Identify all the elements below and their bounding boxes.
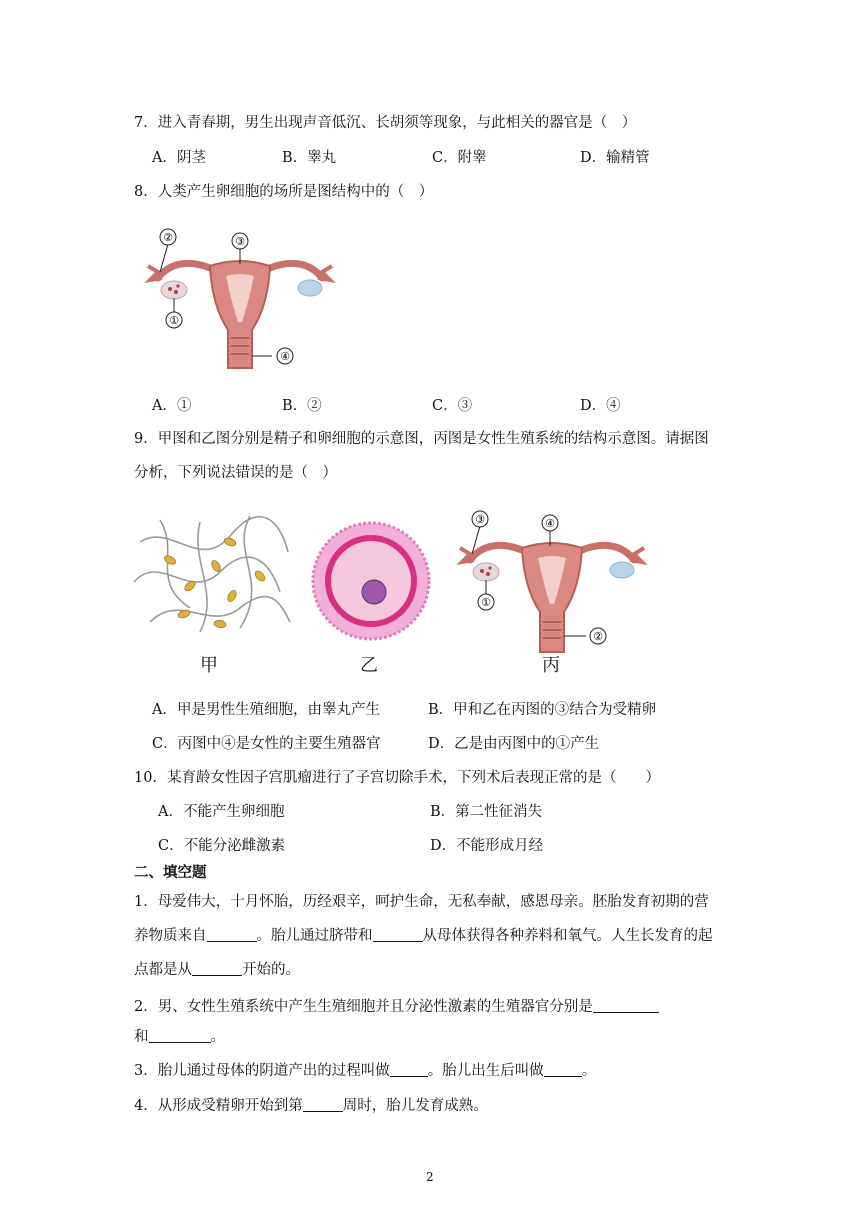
fill1-blank-2[interactable]	[373, 927, 423, 942]
fill4-blank-1[interactable]	[303, 1097, 343, 1112]
fill1-text-c: 从母体获得各种养料和氧气。人生长发育的起	[422, 928, 713, 944]
q10-option-a: A．不能产生卵细胞	[158, 804, 285, 820]
fill1-line3	[134, 958, 300, 979]
q9-label-1: ①	[481, 596, 491, 609]
q9-option-c: C．丙图中④是女性的主要生殖器官	[152, 736, 381, 752]
q9-uterus-diagram	[452, 508, 652, 658]
page-number: 2	[426, 1170, 434, 1184]
caption-yi: 乙	[360, 655, 378, 676]
fill3-text-c: 。	[581, 1063, 597, 1079]
q9-stem-line2: 分析，下列说法错误的是（ ）	[134, 465, 337, 481]
q9-label-3: ③	[475, 513, 485, 526]
fill2-line1	[134, 995, 659, 1016]
fill4-text-a: 4．从形成受精卵开始到第	[134, 1098, 303, 1114]
fill2-text-b: 和	[134, 1029, 149, 1045]
caption-bing: 丙	[542, 655, 560, 676]
fill2-text-a: 2．男、女性生殖系统中产生生殖细胞并且分泌性激素的生殖器官分别是	[134, 999, 593, 1015]
q8-option-c: C．③	[432, 398, 473, 414]
caption-jia: 甲	[200, 655, 218, 676]
fill2-text-c: 。	[210, 1029, 225, 1045]
q9-option-a: A．甲是男性生殖细胞，由睾丸产生	[152, 702, 380, 718]
q8-stem: 8．人类产生卵细胞的场所是图结构中的（ ）	[134, 184, 434, 200]
fill3-text-a: 3．胎儿通过母体的阴道产出的过程叫做	[134, 1063, 390, 1079]
section-fill-in-title: 二、填空题	[134, 865, 207, 881]
fill1-line2	[134, 924, 713, 945]
q7-option-d: D．输精管	[580, 150, 650, 166]
fill3-blank-2[interactable]	[544, 1062, 582, 1077]
fill1-blank-1[interactable]	[207, 927, 257, 942]
fill1-text-d: 点都是从	[134, 962, 192, 978]
q7-option-a: A．阴茎	[152, 150, 206, 166]
q10-option-d: D．不能形成月经	[430, 838, 544, 854]
q10-stem: 10．某育龄女性因子宫肌瘤进行了子宫切除手术，下列术后表现正常的是（ ）	[134, 770, 660, 786]
fill4-text-b: 周时，胎儿发育成熟。	[342, 1098, 488, 1114]
fill1-text-b: 。胎儿通过脐带和	[256, 928, 373, 944]
q8-option-d: D．④	[580, 398, 621, 414]
q9-label-2: ②	[593, 630, 603, 643]
q10-option-b: B．第二性征消失	[430, 804, 543, 820]
q8-label-4: ④	[280, 350, 290, 363]
q8-label-2: ②	[163, 231, 173, 244]
q8-uterus-diagram	[140, 226, 340, 374]
sperm-diagram	[130, 512, 292, 638]
q7-option-b: B．睾丸	[282, 150, 337, 166]
fill1-blank-3[interactable]	[192, 961, 242, 976]
fill2-line2	[134, 1025, 225, 1046]
fill4-line	[134, 1094, 488, 1115]
q9-label-4: ④	[545, 517, 555, 530]
fill1-text-e: 开始的。	[242, 962, 300, 978]
fill2-blank-2[interactable]	[149, 1028, 211, 1043]
fill3-blank-1[interactable]	[390, 1062, 428, 1077]
q7-stem: 7．进入青春期，男生出现声音低沉、长胡须等现象，与此相关的器官是（ ）	[134, 115, 637, 131]
q8-option-b: B．②	[282, 398, 322, 414]
fill3-line	[134, 1059, 596, 1080]
fill1-text-a: 养物质来自	[134, 928, 207, 944]
fill3-text-b: 。胎儿出生后叫做	[427, 1063, 544, 1079]
q8-label-3: ③	[235, 235, 245, 248]
q8-label-1: ①	[169, 314, 179, 327]
q8-option-a: A．①	[152, 398, 192, 414]
q7-option-c: C．附睾	[432, 150, 487, 166]
fill1-line1: 1．母爱伟大，十月怀胎，历经艰辛，呵护生命，无私奉献，感恩母亲。胚胎发育初期的营	[134, 894, 709, 910]
q9-stem-line1: 9．甲图和乙图分别是精子和卵细胞的示意图，丙图是女性生殖系统的结构示意图。请据图	[134, 431, 709, 447]
q10-option-c: C．不能分泌雌激素	[158, 838, 286, 854]
egg-cell-diagram	[310, 520, 432, 642]
q9-option-b: B．甲和乙在丙图的③结合为受精卵	[428, 702, 657, 718]
fill2-blank-1[interactable]	[593, 998, 659, 1013]
q9-option-d: D．乙是由丙图中的①产生	[428, 736, 600, 752]
